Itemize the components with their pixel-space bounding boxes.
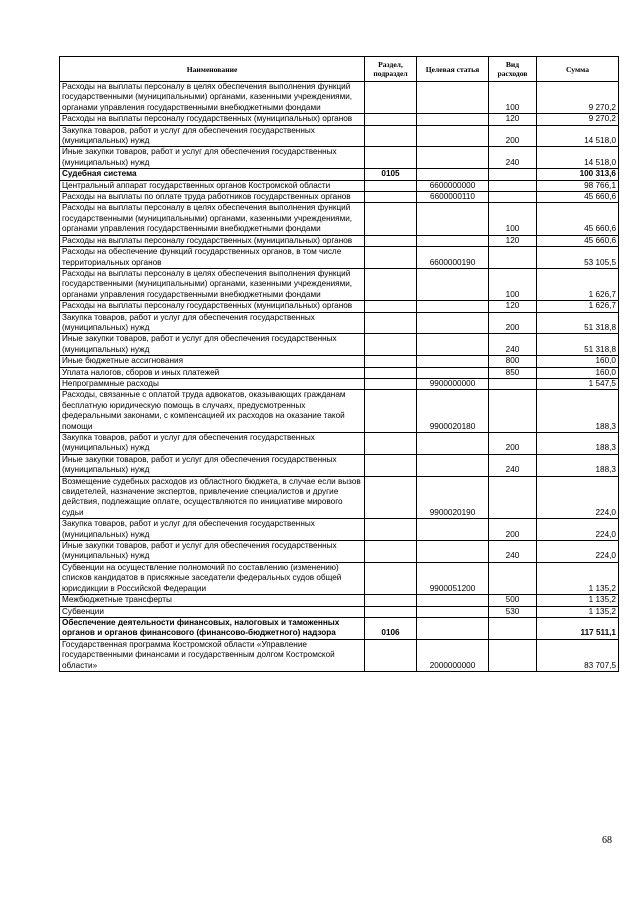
cell-type: 240 [489,334,537,356]
cell-type: 850 [489,367,537,378]
cell-target [417,169,489,180]
cell-section [365,595,417,606]
cell-target [417,268,489,300]
cell-section [365,312,417,334]
cell-name: Закупка товаров, работ и услуг для обеспечения государственных (муниципальных) нужд [60,125,365,147]
cell-sum: 53 105,5 [537,247,619,269]
cell-type: 200 [489,125,537,147]
cell-sum: 51 318,8 [537,334,619,356]
column-header-target: Целевая статья [417,57,489,82]
cell-section: 0106 [365,617,417,639]
cell-name: Иные бюджетные ассигнования [60,356,365,367]
cell-section [365,114,417,125]
table-row [60,433,619,455]
cell-target [417,356,489,367]
table-row [60,519,619,541]
cell-target [417,595,489,606]
cell-sum: 188,3 [537,454,619,476]
cell-type: 200 [489,519,537,541]
cell-name: Межбюджетные трансферты [60,595,365,606]
cell-name: Расходы на выплаты персоналу государственных (муниципальных) органов [60,235,365,246]
cell-name: Расходы на обеспечение функций государственных органов, в том числе территориальных органов [60,247,365,269]
cell-section [365,125,417,147]
cell-sum: 51 318,8 [537,312,619,334]
cell-name: Расходы на выплаты персоналу в целях обеспечения выполнения функций государственными (муниципальными) органами, казенными учреждениями, органами управления государственными внебюджетными фондами [60,203,365,235]
cell-type [489,180,537,191]
table-row [60,378,619,389]
cell-sum: 188,3 [537,433,619,455]
cell-sum: 1 626,7 [537,268,619,300]
cell-sum: 45 660,6 [537,192,619,203]
table-row [60,476,619,519]
column-header-name: Наименование [60,57,365,82]
cell-name: Расходы на выплаты персоналу в целях обеспечения выполнения функций государственными (муниципальными) органами, казенными учреждениями, органами управления государственными внебюджетными фондами [60,82,365,114]
cell-name: Расходы на выплаты персоналу государственных (муниципальных) органов [60,114,365,125]
cell-type: 100 [489,82,537,114]
cell-target [417,367,489,378]
cell-name: Закупка товаров, работ и услуг для обеспечения государственных (муниципальных) нужд [60,433,365,455]
cell-target: 9900020190 [417,476,489,519]
cell-type: 120 [489,301,537,312]
cell-sum: 1 547,5 [537,378,619,389]
cell-section [365,606,417,617]
cell-section [365,180,417,191]
cell-section [365,519,417,541]
cell-section [365,356,417,367]
table-row [60,169,619,180]
cell-sum: 1 135,2 [537,562,619,594]
cell-type [489,390,537,433]
cell-section [365,476,417,519]
table-row [60,562,619,594]
cell-section [365,378,417,389]
cell-type: 100 [489,203,537,235]
cell-section [365,192,417,203]
cell-sum: 1 135,2 [537,606,619,617]
table-row [60,235,619,246]
cell-target [417,301,489,312]
cell-type [489,192,537,203]
cell-section [365,639,417,671]
table-row [60,114,619,125]
table-row [60,606,619,617]
cell-type: 500 [489,595,537,606]
table-row [60,595,619,606]
table-row [60,312,619,334]
budget-table [59,56,619,672]
table-row [60,180,619,191]
cell-section [365,390,417,433]
cell-type [489,639,537,671]
cell-target [417,334,489,356]
cell-target [417,147,489,169]
cell-name: Центральный аппарат государственных органов Костромской области [60,180,365,191]
cell-type [489,247,537,269]
cell-section: 0105 [365,169,417,180]
cell-section [365,367,417,378]
cell-name: Уплата налогов, сборов и иных платежей [60,367,365,378]
table-row [60,192,619,203]
cell-target: 6600000000 [417,180,489,191]
cell-sum: 160,0 [537,367,619,378]
cell-section [365,454,417,476]
cell-section [365,203,417,235]
cell-sum: 83 707,5 [537,639,619,671]
table-body [60,82,619,672]
cell-target [417,541,489,563]
table-row [60,203,619,235]
cell-target [417,606,489,617]
cell-target [417,82,489,114]
cell-target [417,125,489,147]
budget-sheet [59,56,619,672]
cell-section [365,147,417,169]
cell-type: 530 [489,606,537,617]
cell-section [365,268,417,300]
cell-target [417,235,489,246]
cell-target: 2000000000 [417,639,489,671]
cell-name: Иные закупки товаров, работ и услуг для обеспечения государственных (муниципальных) нужд [60,334,365,356]
cell-name: Субвенции [60,606,365,617]
cell-target: 6600000110 [417,192,489,203]
cell-name: Расходы на выплаты персоналу в целях обеспечения выполнения функций государственными (муниципальными) органами, казенными учреждениями, органами управления государственными внебюджетными фондами [60,268,365,300]
table-row [60,639,619,671]
cell-section [365,562,417,594]
table-row [60,334,619,356]
cell-sum: 100 313,6 [537,169,619,180]
cell-section [365,301,417,312]
cell-type: 200 [489,312,537,334]
cell-target [417,433,489,455]
cell-name: Расходы, связанные с оплатой труда адвокатов, оказывающих гражданам бесплатную юридическую помощь в случаях, предусмотренных федеральными законами, с компенсацией их расходов на оказание такой помощи [60,390,365,433]
cell-name: Судебная система [60,169,365,180]
cell-name: Возмещение судебных расходов из областного бюджета, в случае если вызов свидетелей, назначение экспертов, привлечение специалистов и другие действия, подлежащие оплате, осуществляются по инициативе мирового судьи [60,476,365,519]
table-row [60,617,619,639]
table-row [60,367,619,378]
cell-section [365,541,417,563]
cell-target [417,519,489,541]
cell-name: Расходы на выплаты по оплате труда работников государственных органов [60,192,365,203]
cell-type [489,562,537,594]
cell-sum: 1 626,7 [537,301,619,312]
cell-name: Обеспечение деятельности финансовых, налоговых и таможенных органов и органов финансового (финансово-бюджетного) надзора [60,617,365,639]
cell-name: Непрограммные расходы [60,378,365,389]
table-row [60,125,619,147]
cell-name: Иные закупки товаров, работ и услуг для обеспечения государственных (муниципальных) нужд [60,454,365,476]
table-row [60,301,619,312]
cell-target [417,454,489,476]
table-row [60,247,619,269]
cell-name: Закупка товаров, работ и услуг для обеспечения государственных (муниципальных) нужд [60,312,365,334]
cell-section [365,334,417,356]
cell-name: Иные закупки товаров, работ и услуг для обеспечения государственных (муниципальных) нужд [60,147,365,169]
cell-sum: 14 518,0 [537,147,619,169]
cell-sum: 9 270,2 [537,114,619,125]
cell-type: 200 [489,433,537,455]
cell-target [417,203,489,235]
column-header-sum: Сумма [537,57,619,82]
column-header-section: Раздел, подраздел [365,57,417,82]
table-row [60,454,619,476]
cell-name: Иные закупки товаров, работ и услуг для обеспечения государственных (муниципальных) нужд [60,541,365,563]
cell-type: 120 [489,235,537,246]
cell-type: 100 [489,268,537,300]
table-row [60,356,619,367]
cell-section [365,433,417,455]
table-row [60,82,619,114]
table-row [60,541,619,563]
cell-target [417,312,489,334]
column-header-type: Вид расходов [489,57,537,82]
cell-target: 6600000190 [417,247,489,269]
cell-sum: 1 135,2 [537,595,619,606]
table-row [60,390,619,433]
cell-sum: 45 660,6 [537,235,619,246]
cell-type: 120 [489,114,537,125]
cell-target: 9900051200 [417,562,489,594]
cell-target: 9900000000 [417,378,489,389]
cell-sum: 224,0 [537,541,619,563]
cell-type: 240 [489,541,537,563]
cell-target: 9900020180 [417,390,489,433]
table-row [60,268,619,300]
cell-sum: 98 766,1 [537,180,619,191]
cell-section [365,235,417,246]
cell-name: Закупка товаров, работ и услуг для обеспечения государственных (муниципальных) нужд [60,519,365,541]
table-header-row [60,57,619,82]
page-number: 68 [602,835,612,846]
cell-target [417,114,489,125]
cell-section [365,247,417,269]
cell-type [489,617,537,639]
cell-sum: 9 270,2 [537,82,619,114]
cell-type [489,476,537,519]
cell-sum: 160,0 [537,356,619,367]
cell-target [417,617,489,639]
cell-type: 240 [489,147,537,169]
cell-type: 800 [489,356,537,367]
cell-sum: 188,3 [537,390,619,433]
cell-sum: 224,0 [537,476,619,519]
cell-section [365,82,417,114]
cell-sum: 224,0 [537,519,619,541]
cell-name: Субвенции на осуществление полномочий по составлению (изменению) списков кандидатов в присяжные заседатели федеральных судов общей юрисдикции в Российской Федерации [60,562,365,594]
cell-name: Расходы на выплаты персоналу государственных (муниципальных) органов [60,301,365,312]
table-row [60,147,619,169]
cell-sum: 45 660,6 [537,203,619,235]
cell-type [489,378,537,389]
cell-type [489,169,537,180]
cell-type: 240 [489,454,537,476]
cell-name: Государственная программа Костромской области «Управление государственными финансами и государственным долгом Костромской области» [60,639,365,671]
cell-sum: 117 511,1 [537,617,619,639]
cell-sum: 14 518,0 [537,125,619,147]
